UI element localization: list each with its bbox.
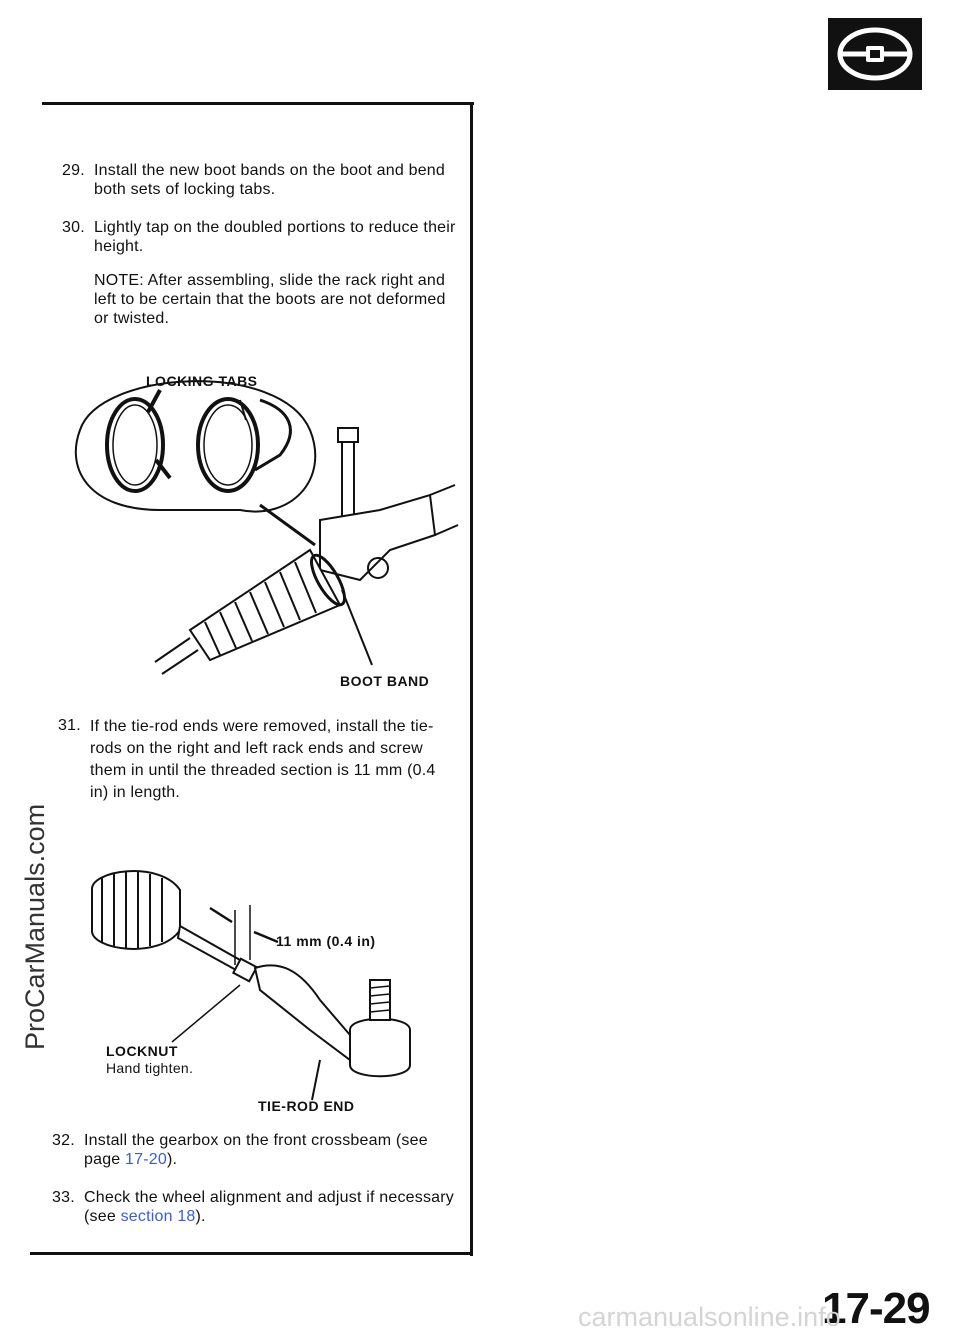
section-icon: [828, 18, 922, 90]
page-link-17-20[interactable]: 17-20: [125, 1151, 167, 1168]
step-text: Check the wheel alignment and adjust if necessary (see: [84, 1189, 455, 1225]
label-locknut-sub: Hand tighten.: [106, 1060, 194, 1076]
note-text: NOTE: After assembling, slide the rack right and left to be certain that the boots are not deformed or twisted.: [94, 272, 446, 327]
label-locking-tabs: LOCKING TABS: [146, 373, 258, 389]
step-text: Lightly tap on the doubled portions to reduce their height.: [94, 219, 456, 255]
step-number: 31.: [58, 717, 81, 734]
step-30: [62, 218, 456, 256]
watermark: ProCarManuals.com: [20, 803, 50, 1050]
label-measure: 11 mm (0.4 in): [276, 933, 376, 949]
figure-tie-rod: [80, 850, 460, 1120]
step-29: [62, 161, 456, 199]
frame-bottom-rule: [30, 1252, 472, 1255]
step-32: [52, 1131, 456, 1169]
step-number: 30.: [62, 219, 85, 236]
step-text: Install the gearbox on the front crossbeam (see page: [84, 1132, 428, 1168]
step-number: 29.: [62, 162, 85, 179]
frame-top-rule: [42, 102, 474, 105]
steering-wheel-icon: [828, 18, 922, 90]
section-link-18[interactable]: section 18: [120, 1208, 196, 1225]
step-33: [52, 1188, 456, 1226]
tie-rod-illustration: [80, 850, 460, 1120]
step-number: 32.: [52, 1132, 75, 1149]
step-text: Install the new boot bands on the boot and bend both sets of locking tabs.: [94, 162, 446, 198]
note: [94, 271, 454, 328]
label-tie-rod-end: TIE-ROD END: [258, 1098, 355, 1114]
step-31: [58, 716, 456, 804]
footer-watermark: carmanualsonline.info: [578, 1302, 841, 1332]
label-locknut: LOCKNUT: [106, 1043, 178, 1059]
figure-boot-band: [60, 360, 460, 690]
boot-band-illustration: [60, 360, 460, 690]
step-text: If the tie-rod ends were removed, install the tie-rods on the right and left rack ends and screw them in until the threaded section is 11 mm (0.4 in) in length.: [90, 718, 436, 801]
step-number: 33.: [52, 1189, 75, 1206]
step-text-end: ).: [166, 1151, 178, 1168]
page-number: 17-29: [822, 1284, 930, 1333]
label-boot-band: BOOT BAND: [340, 673, 430, 689]
step-text-end: ).: [195, 1208, 206, 1225]
frame-right-rule: [470, 104, 473, 1256]
